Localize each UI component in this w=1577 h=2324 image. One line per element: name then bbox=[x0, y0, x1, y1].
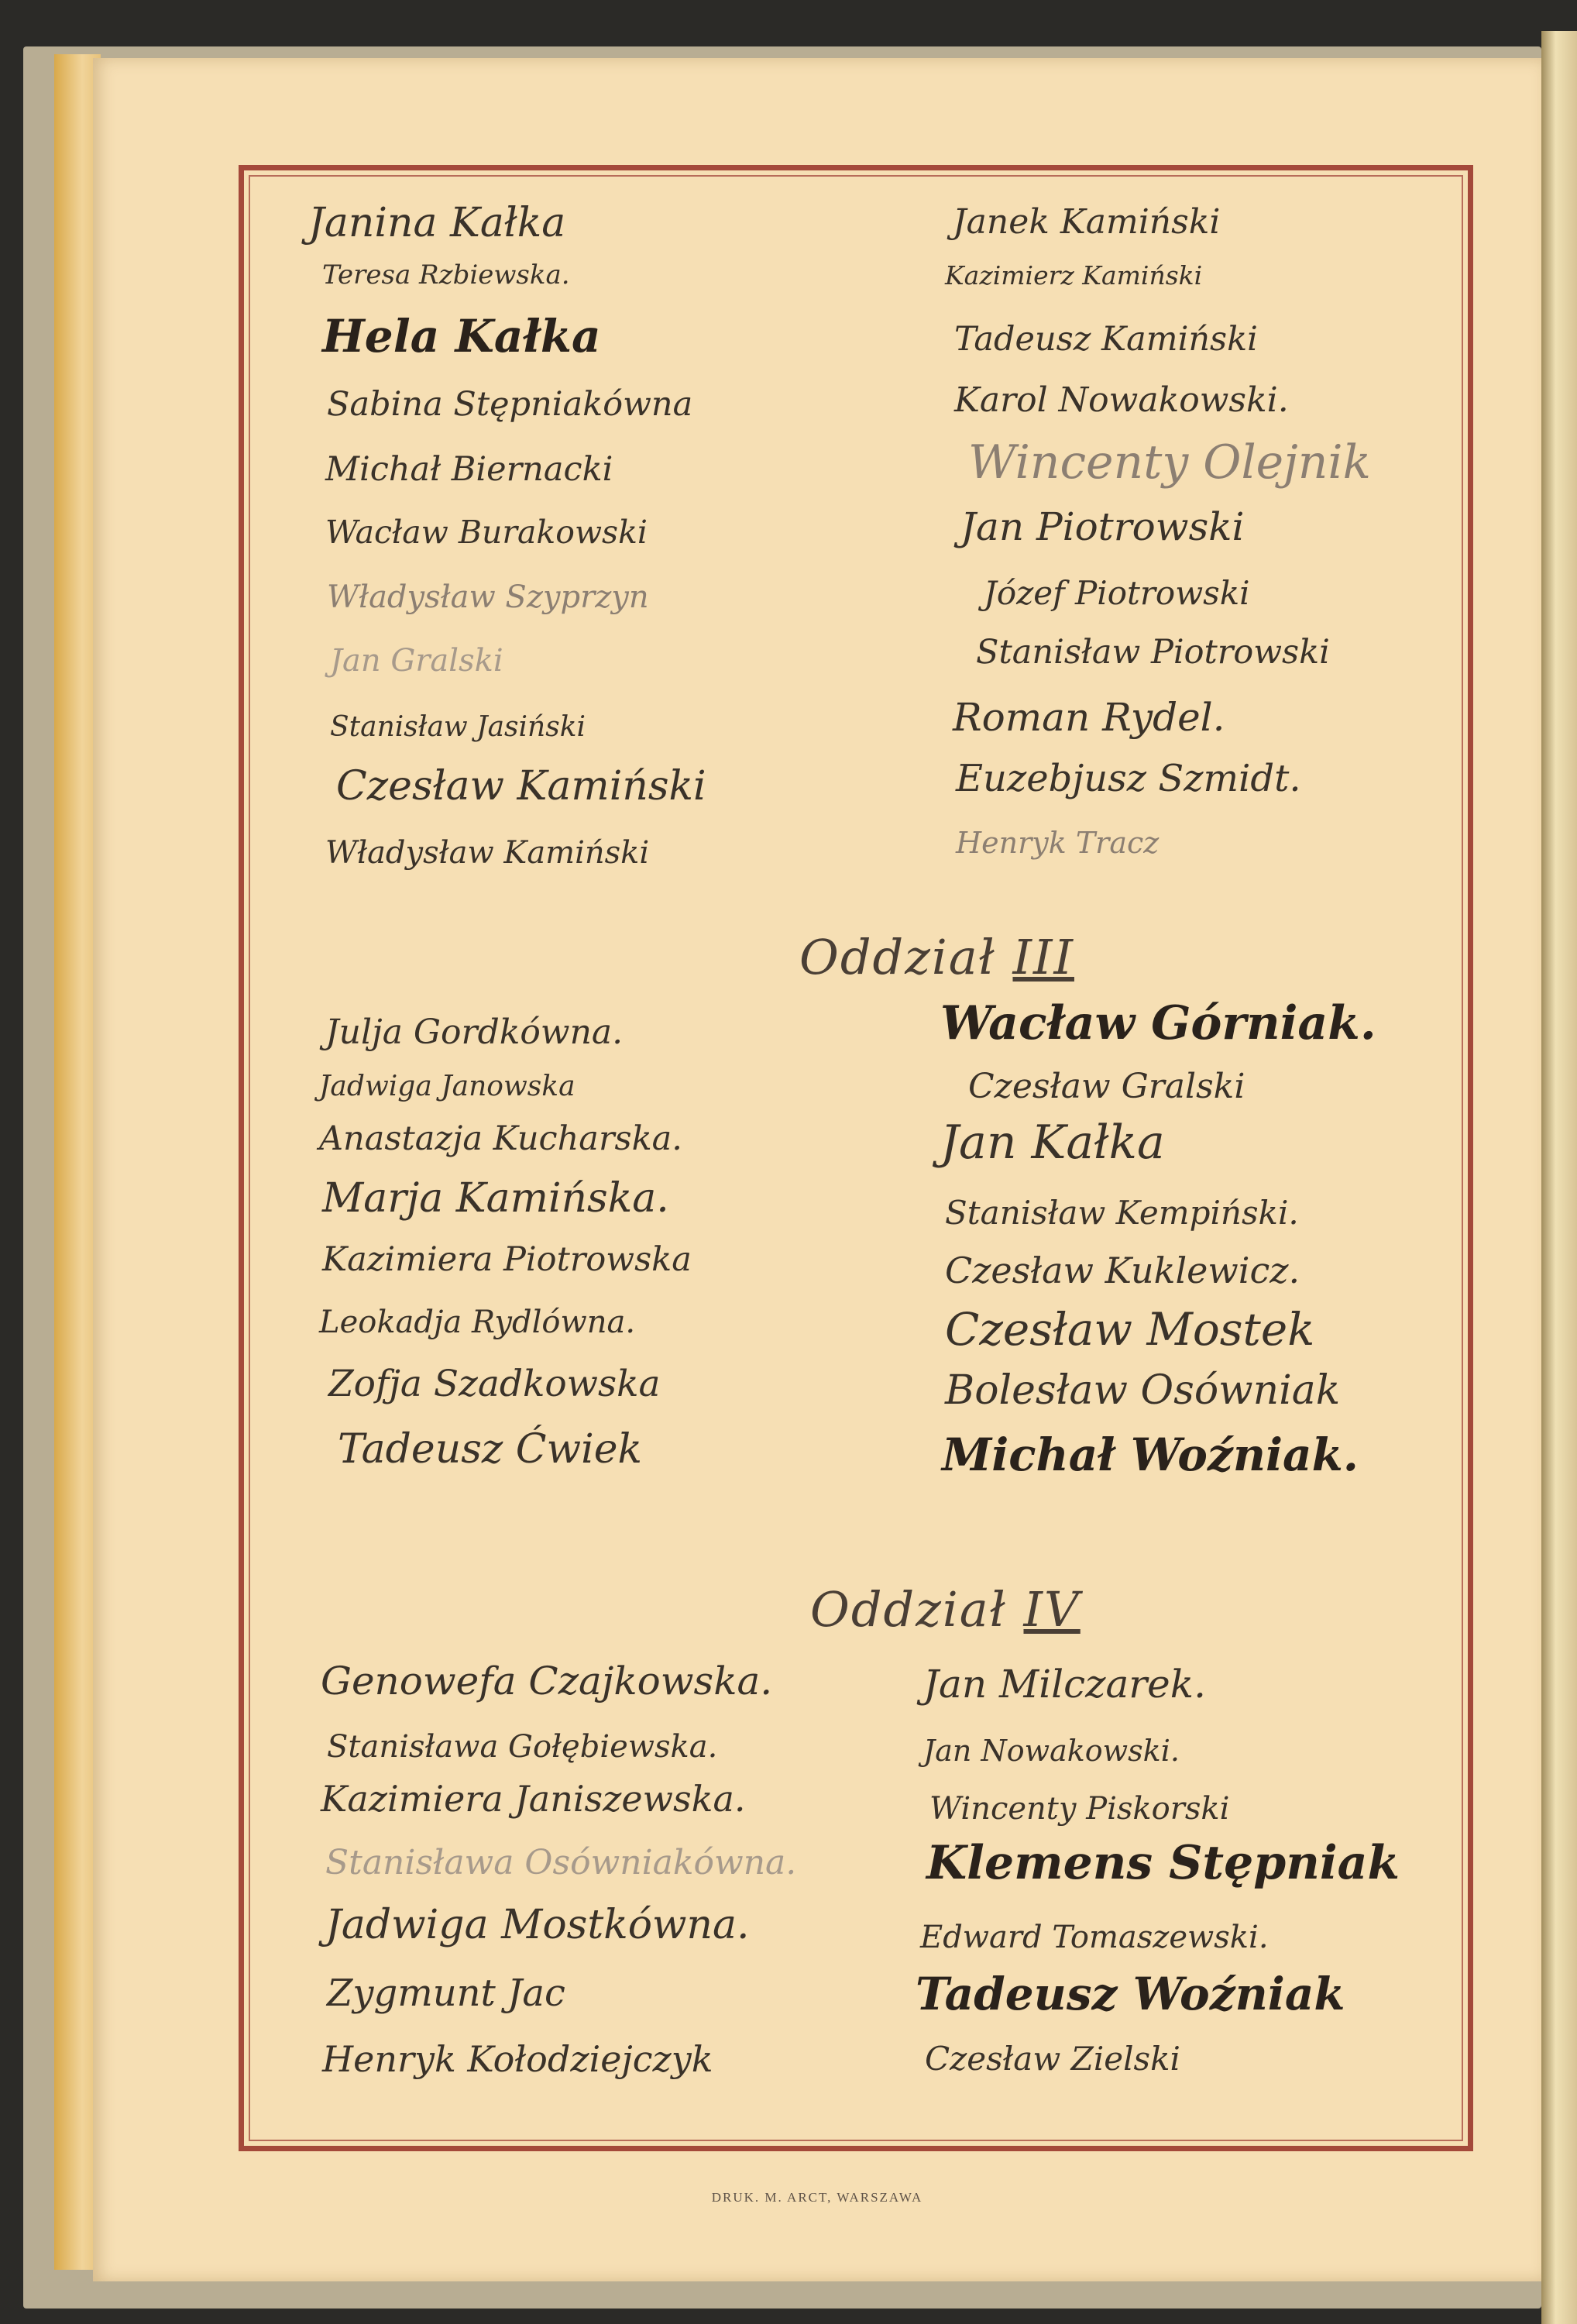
heading-numeral: IV bbox=[1023, 1581, 1081, 1638]
signature: Sabina Stępniakówna bbox=[327, 385, 693, 424]
signature: Jan Piotrowski bbox=[960, 504, 1245, 549]
signature: Tadeusz Kamiński bbox=[954, 320, 1258, 359]
signature: Stanisław Jasiński bbox=[330, 711, 586, 743]
signature: Michał Biernacki bbox=[325, 450, 613, 489]
album-page bbox=[93, 58, 1541, 2281]
signature: Wacław Górniak. bbox=[940, 996, 1376, 1050]
signature: Leokadja Rydlówna. bbox=[319, 1305, 636, 1340]
signature: Kazimiera Piotrowska bbox=[322, 1240, 692, 1279]
heading-numeral: III bbox=[1012, 929, 1074, 985]
signature: Roman Rydel. bbox=[953, 695, 1225, 740]
signature: Czesław Gralski bbox=[968, 1067, 1245, 1106]
signature: Karol Nowakowski. bbox=[954, 380, 1289, 420]
signature: Edward Tomaszewski. bbox=[920, 1920, 1269, 1955]
signature: Władysław Kamiński bbox=[325, 835, 650, 871]
section-heading-iv bbox=[810, 1581, 1081, 1638]
signature: Czesław Zielski bbox=[925, 2040, 1180, 2078]
signature: Hela Kałka bbox=[322, 310, 601, 363]
signature: Teresa Rzbiewska. bbox=[322, 260, 570, 290]
signature: Czesław Kuklewicz. bbox=[945, 1250, 1300, 1291]
signature: Zofja Szadkowska bbox=[328, 1363, 661, 1405]
signature: Jan Gralski bbox=[330, 643, 503, 679]
signature: Klemens Stępniak bbox=[926, 1836, 1400, 1890]
signature: Stanisława Osówniakówna. bbox=[325, 1843, 797, 1882]
signature: Henryk Kołodziejczyk bbox=[322, 2038, 713, 2080]
signature: Tadeusz Ćwiek bbox=[338, 1426, 643, 1473]
signature: Anastazja Kucharska. bbox=[319, 1119, 682, 1158]
heading-label: Oddział bbox=[810, 1581, 1007, 1638]
signature: Zygmunt Jac bbox=[327, 1972, 565, 2015]
signature: Tadeusz Woźniak bbox=[916, 1968, 1345, 2020]
signature: Janek Kamiński bbox=[953, 202, 1221, 242]
signature: Czesław Mostek bbox=[945, 1303, 1315, 1356]
signature: Wincenty Piskorski bbox=[929, 1791, 1230, 1827]
signature: Kazimierz Kamiński bbox=[945, 260, 1203, 290]
signature: Janina Kałka bbox=[308, 200, 566, 246]
signature: Julja Gordkówna. bbox=[325, 1012, 624, 1052]
signature: Wincenty Olejnik bbox=[968, 435, 1371, 490]
signature: Jan Nowakowski. bbox=[923, 1734, 1180, 1768]
signature: Stanisława Gołębiewska. bbox=[327, 1729, 718, 1765]
signature: Jadwiga Janowska bbox=[319, 1071, 575, 1102]
signature: Euzebjusz Szmidt. bbox=[956, 757, 1301, 800]
next-page-edge bbox=[1541, 31, 1577, 2324]
signature: Kazimiera Janiszewska. bbox=[321, 1778, 746, 1820]
signature: Genowefa Czajkowska. bbox=[321, 1659, 773, 1703]
signature: Henryk Tracz bbox=[956, 826, 1160, 860]
signature: Michał Woźniak. bbox=[942, 1428, 1359, 1481]
signature: Stanisław Piotrowski bbox=[976, 633, 1330, 672]
signature: Marja Kamińska. bbox=[322, 1175, 669, 1222]
section-heading-iii bbox=[799, 929, 1074, 985]
heading-label: Oddział bbox=[799, 929, 996, 985]
signature: Józef Piotrowski bbox=[984, 574, 1250, 612]
signature: Bolesław Osówniak bbox=[945, 1367, 1341, 1414]
signature: Stanisław Kempiński. bbox=[945, 1194, 1299, 1232]
signature: Wacław Burakowski bbox=[325, 514, 648, 551]
signature: Władysław Szyprzyn bbox=[327, 579, 649, 615]
signature: Jan Milczarek. bbox=[923, 1662, 1206, 1707]
signature: Jadwiga Mostkówna. bbox=[325, 1902, 750, 1948]
signature: Czesław Kamiński bbox=[336, 763, 706, 810]
signature: Jan Kałka bbox=[940, 1116, 1165, 1170]
printer-imprint: DRUK. M. ARCT, WARSZAWA bbox=[711, 2190, 923, 2205]
